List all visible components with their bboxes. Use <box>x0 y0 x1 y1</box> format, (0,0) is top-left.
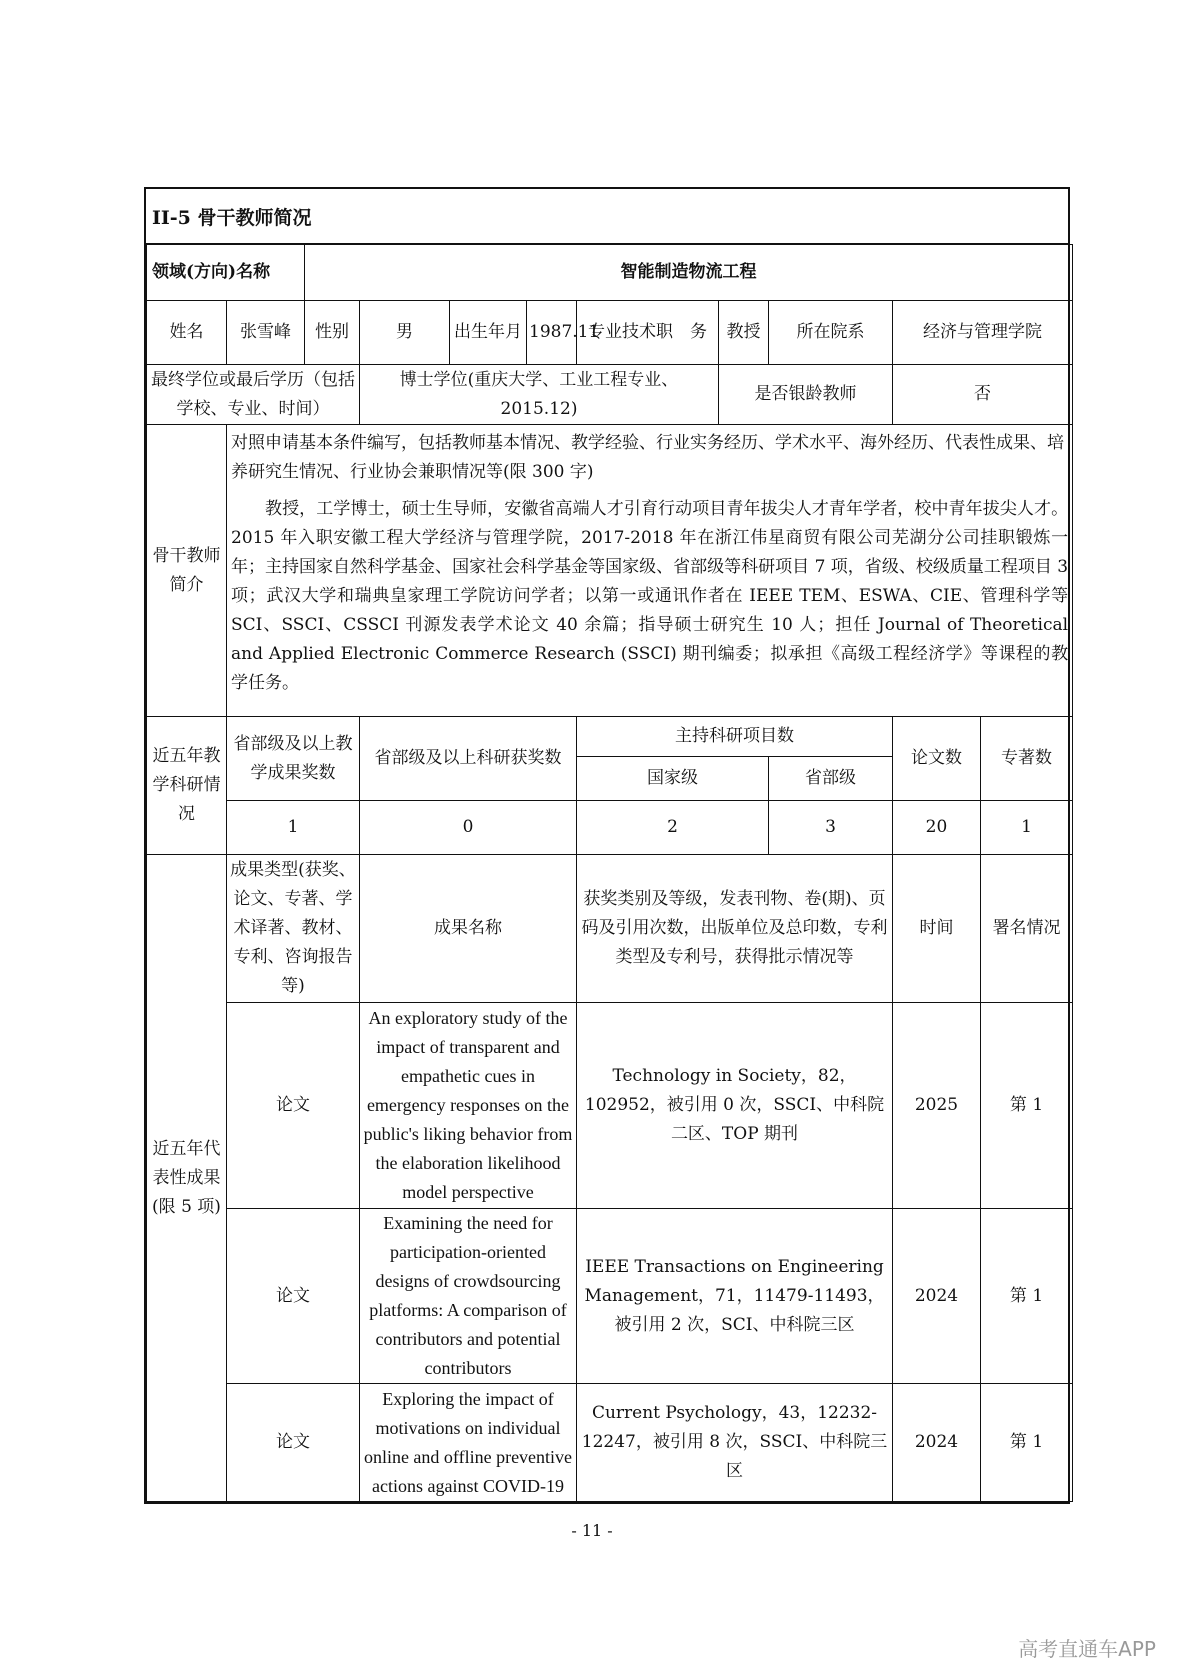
research-books-header: 专著数 <box>981 717 1073 801</box>
achievements-name-header: 成果名称 <box>360 855 577 1003</box>
achievement-type: 论文 <box>227 1384 360 1502</box>
research-teaching-header: 省部级及以上教学成果奖数 <box>227 717 360 801</box>
research-label: 近五年教学科研情况 <box>147 717 227 855</box>
research-provincial-header: 省部级 <box>769 757 893 801</box>
teacher-form <box>144 187 1070 1504</box>
achievement-type: 论文 <box>227 1003 360 1209</box>
form-table <box>146 244 1073 1502</box>
dept-value: 经济与管理学院 <box>893 301 1073 365</box>
dept-label: 所在院系 <box>769 301 893 365</box>
research-national-header: 国家级 <box>577 757 769 801</box>
achievement-time: 2024 <box>893 1209 981 1384</box>
field-value: 智能制造物流工程 <box>305 245 1073 301</box>
table-row <box>147 1003 1073 1209</box>
section-title: II-5 骨干教师简况 <box>146 189 1068 244</box>
achievement-sign: 第 1 <box>981 1384 1073 1502</box>
silver-label: 是否银龄教师 <box>719 365 893 425</box>
research-papers-value: 20 <box>893 801 981 855</box>
achievement-detail: IEEE Transactions on Engineering Management，71，11479-11493，被引用 2 次，SCI、中科院三区 <box>577 1209 893 1384</box>
name-value: 张雪峰 <box>227 301 305 365</box>
achievement-detail: Technology in Society，82，102952，被引用 0 次，SSCI、中科院二区、TOP 期刊 <box>577 1003 893 1209</box>
degree-value: 博士学位(重庆大学、工业工程专业、2015.12) <box>360 365 719 425</box>
achievement-name: Exploring the impact of motivations on individual online and offline preventive actions against COVID-19 <box>360 1384 577 1502</box>
table-row <box>147 1209 1073 1384</box>
research-national-value: 2 <box>577 801 769 855</box>
birth-value: 1987.11 <box>527 301 577 365</box>
research-projects-header: 主持科研项目数 <box>577 717 893 757</box>
page-number: - 11 - <box>571 1521 613 1540</box>
gender-label: 性别 <box>305 301 360 365</box>
achievement-detail: Current Psychology，43，12232-12247，被引用 8 次，SSCI、中科院三区 <box>577 1384 893 1502</box>
bio-label: 骨干教师简介 <box>147 425 227 717</box>
bio-cell <box>227 425 1073 717</box>
research-books-value: 1 <box>981 801 1073 855</box>
birth-label: 出生年月 <box>450 301 527 365</box>
achievement-sign: 第 1 <box>981 1003 1073 1209</box>
bio-instruction: 对照申请基本条件编写，包括教师基本情况、教学经验、行业实务经历、学术水平、海外经历、代表性成果、培养研究生情况、行业协会兼职情况等(限 300 字) <box>231 433 1064 482</box>
achievements-time-header: 时间 <box>893 855 981 1003</box>
bio-text: 教授，工学博士，硕士生导师，安徽省高端人才引育行动项目青年拔尖人才青年学者，校中青年拔尖人才。2015 年入职安徽工程大学经济与管理学院，2017-2018 年在浙江伟星商贸有限公司芜湖分公司挂职锻炼一年；主持国家自然科学基金、国家社会科学基金等国家级、省部级等科研项目 7 项，省级、校级质量工程项目 3 项；武汉大学和瑞典皇家理工学院访问学者；以第一或通讯作者在 IEEE TEM、ESWA、CIE、管理科学等 SCI、SSCI、CSSCI 刊源发表学术论文 40 余篇；指导硕士研究生 10 人；担任 Journal of Theoretical and Applied Electronic Commerce Research (SSCI) 期刊编委；拟承担《高级工程经济学》等课程的教学任务。 <box>231 499 1069 693</box>
achievement-name: Examining the need for participation-oriented designs of crowdsourcing platforms: A comparison of contributors and potential contributors <box>360 1209 577 1384</box>
field-label: 领域(方向)名称 <box>147 245 305 301</box>
achievement-time: 2025 <box>893 1003 981 1209</box>
degree-label: 最终学位或最后学历（包括学校、专业、时间） <box>147 365 360 425</box>
achievements-type-header: 成果类型(获奖、论文、专著、学术译著、教材、专利、咨询报告等) <box>227 855 360 1003</box>
title-label: 专业技术职 务 <box>577 301 719 365</box>
achievement-name: An exploratory study of the impact of transparent and empathetic cues in emergency responses on the public's liking behavior from the elaboration likelihood model perspective <box>360 1003 577 1209</box>
research-award-value: 0 <box>360 801 577 855</box>
achievement-time: 2024 <box>893 1384 981 1502</box>
research-papers-header: 论文数 <box>893 717 981 801</box>
title-value: 教授 <box>719 301 769 365</box>
research-provincial-value: 3 <box>769 801 893 855</box>
watermark: 高考直通车APP <box>1018 1637 1156 1661</box>
research-teaching-value: 1 <box>227 801 360 855</box>
achievement-sign: 第 1 <box>981 1209 1073 1384</box>
achievement-type: 论文 <box>227 1209 360 1384</box>
name-label: 姓名 <box>147 301 227 365</box>
silver-value: 否 <box>893 365 1073 425</box>
achievements-sign-header: 署名情况 <box>981 855 1073 1003</box>
research-award-header: 省部级及以上科研获奖数 <box>360 717 577 801</box>
achievements-detail-header: 获奖类别及等级，发表刊物、卷(期)、页码及引用次数，出版单位及总印数，专利类型及专利号，获得批示情况等 <box>577 855 893 1003</box>
achievements-label: 近五年代表性成果(限 5 项) <box>147 855 227 1502</box>
table-row <box>147 1384 1073 1502</box>
gender-value: 男 <box>360 301 450 365</box>
